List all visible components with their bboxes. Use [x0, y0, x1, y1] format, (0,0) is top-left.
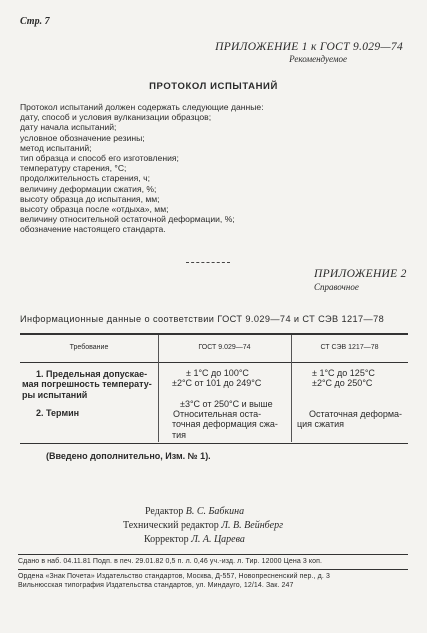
table-col-divider [158, 335, 159, 442]
table-top-rule [20, 333, 408, 335]
protocol-line: величину относительной остаточной деформации, %; [20, 214, 235, 225]
staff-editor: Редактор В. С. Бабкина [145, 506, 245, 517]
protocol-line: температуру старения, °С; [20, 163, 127, 174]
table-row1-gost: ± 1°С до 100°С ±2°С от 101 до 249°С ±3°С от 250°С и выше [172, 368, 273, 409]
imprint-line: Ордена «Знак Почета» Издательство стандартов, Москва, Д-557, Новопресненский пер., д. 3 [18, 573, 330, 580]
table-header-requirement: Требование [69, 344, 109, 351]
table-header-rule [20, 362, 408, 363]
protocol-line: метод испытаний; [20, 142, 92, 153]
protocol-line: обозначение настоящего стандарта. [20, 224, 166, 235]
amendment-note: (Введено дополнительно, Изм. № 1). [46, 451, 211, 461]
imprint-line: Сдано в наб. 04.11.81 Подп. в печ. 29.01.82 0,5 п. л. 0,46 уч.-изд. л. Тир. 12000 Цена 3 коп. [18, 558, 323, 565]
table-row2-gost: Относительная оста- точная деформация сжа- тия [172, 409, 278, 440]
protocol-line: высоту образца до испытания, мм; [20, 193, 160, 204]
table-row2-requirement: 2. Термин [36, 408, 80, 418]
staff-tech-editor: Технический редактор Л. В. Вейнберг [123, 520, 284, 531]
protocol-line: Протокол испытаний должен содержать следующие данные: [20, 102, 264, 112]
imprint-top-rule [18, 554, 408, 555]
table-row1-sev: ± 1°С до 125°С ±2°С до 250°С [312, 368, 375, 389]
protocol-line: тип образца и способ его изготовления; [20, 153, 179, 164]
protocol-line: условное обозначение резины; [20, 132, 145, 143]
table-header-gost: ГОСТ 9.029—74 [198, 344, 251, 351]
imprint-mid-rule [18, 569, 408, 570]
table-col-divider [291, 335, 292, 442]
protocol-line: высоту образца после «отдыха», мм; [20, 204, 169, 215]
appendix2-title: ПРИЛОЖЕНИЕ 2 [314, 268, 407, 280]
imprint-line: Вильнюсская типография Издательства стандартов, ул. Миндауго, 12/14. Зак. 247 [18, 582, 294, 589]
protocol-line: дату начала испытаний; [20, 122, 117, 133]
table-row2-sev: Остаточная деформа- ция сжатия [297, 409, 403, 430]
table-row1-requirement: 1. Предельная допускае- мая погрешность температу- ры испытаний [22, 369, 152, 400]
protocol-line: дату, способ и условия вулканизации образцов; [20, 112, 212, 123]
staff-corrector: Корректор Л. А. Царева [144, 534, 245, 545]
page-number: Стр. 7 [20, 16, 50, 27]
section-divider [186, 262, 230, 263]
info-title: Информационные данные о соответствии ГОСТ 9.029—74 и СТ СЭВ 1217—78 [20, 314, 385, 324]
table-header-sev: СТ СЭВ 1217—78 [320, 344, 379, 351]
protocol-list [20, 102, 264, 235]
protocol-title: ПРОТОКОЛ ИСПЫТАНИЙ [149, 81, 278, 92]
table-bottom-rule [20, 443, 408, 444]
protocol-line: продолжительность старения, ч; [20, 173, 150, 184]
appendix1-title: ПРИЛОЖЕНИЕ 1 к ГОСТ 9.029—74 [215, 41, 403, 53]
appendix2-subtitle: Справочное [314, 282, 359, 292]
appendix1-subtitle: Рекомендуемое [289, 54, 347, 64]
protocol-line: величину деформации сжатия, %; [20, 183, 157, 194]
